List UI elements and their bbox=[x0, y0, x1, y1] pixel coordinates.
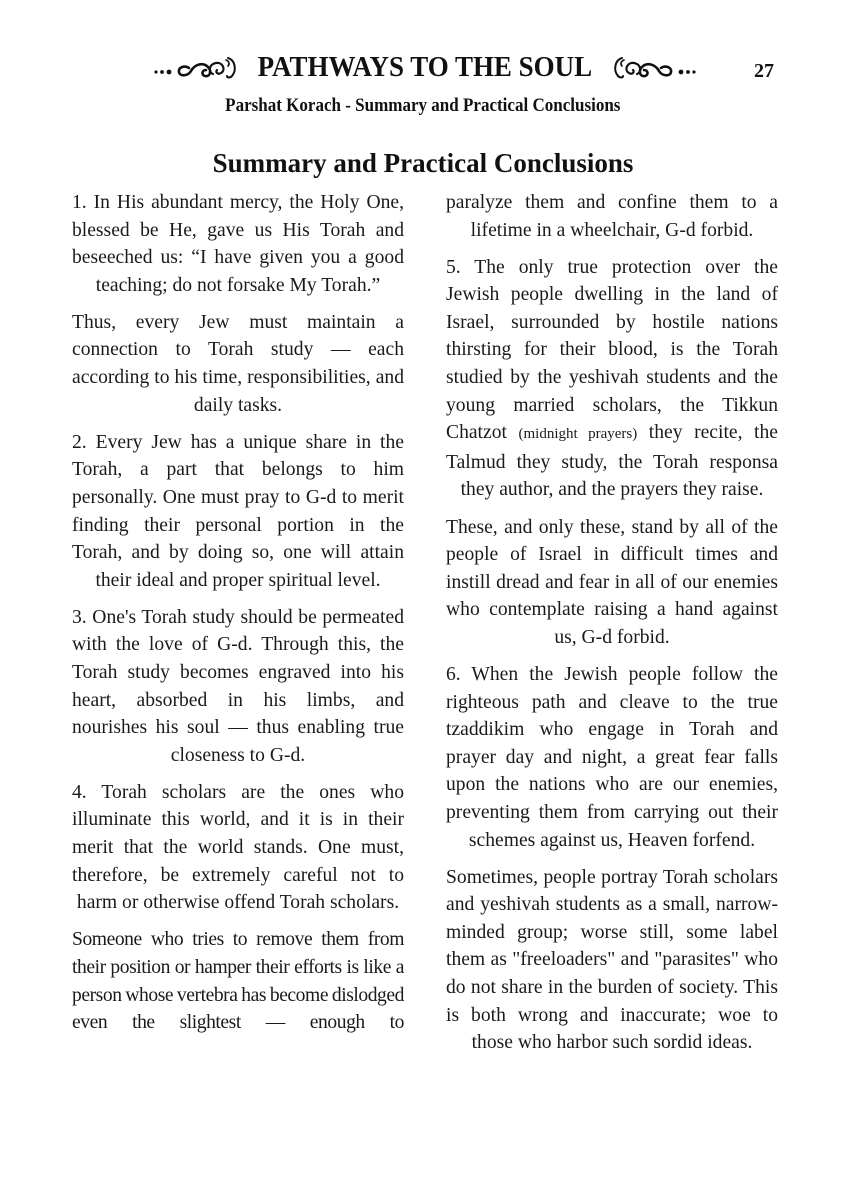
paragraph-point-4-continued: Someone who tries to remove them from their position or hamper their efforts is like a person whose vertebra has become dislodged even the slightest — enough to bbox=[72, 929, 404, 1034]
paragraph-point-5-text-b: they recite, the Talmud they study, the Torah responsa they author, and the prayers they raise. bbox=[446, 422, 778, 501]
chapter-subtitle bbox=[0, 94, 846, 118]
left-column bbox=[72, 189, 404, 1046]
page-number: 27 bbox=[754, 60, 774, 82]
paragraph-point-1-continued: Thus, every Jew must maintain a connection to Torah study — each according to his time, responsibilities, and daily tasks. bbox=[72, 311, 404, 416]
book-title-bar bbox=[130, 50, 720, 84]
paragraph-point-4-continued-end: paralyze them and confine them to a lifetime in a wheelchair, G-d forbid. bbox=[446, 192, 778, 241]
scroll-ornament-right-icon bbox=[609, 50, 697, 84]
paragraph-point-5 bbox=[446, 254, 778, 504]
running-head bbox=[0, 50, 846, 90]
paragraph-point-2: 2. Every Jew has a unique share in the Torah, a part that belongs to him personally. One must pray to G-d to merit finding their personal portion in the Torah, and by doing so, one will attain their ideal and proper spiritual level. bbox=[72, 431, 404, 591]
right-column bbox=[446, 189, 778, 1066]
paragraph-point-6-continued: Sometimes, people portray Torah scholars and yeshivah students as a small, narrow-minded group; worse still, some label them as "freeloaders" and "parasites" who do not share in the burden of society. This is both wrong and inaccurate; woe to those who harbor such sordid ideas. bbox=[446, 866, 778, 1054]
midnight-prayers-note: (midnight prayers) bbox=[518, 426, 638, 443]
paragraph-point-3: 3. One's Torah study should be permeated with the love of G-d. Through this, the Torah study becomes engraved into his heart, absorbed in his limbs, and nourishes his soul — thus enabling true closeness to G-d. bbox=[72, 606, 404, 766]
chapter-subtitle-text: Parshat Korach - Summary and Practical Conclusions bbox=[225, 96, 621, 116]
paragraph-point-6: 6. When the Jewish people follow the righteous path and cleave to the true tzaddikim who engage in Torah and prayer day and night, a great fear falls upon the nations who are our enemies, preventing them from carrying out their schemes against us, Heaven forfend. bbox=[446, 664, 778, 851]
paragraph-point-5-continued: These, and only these, stand by all of the people of Israel in difficult times and instill dread and fear in all of our enemies who contemplate raising a hand against us, G-d forbid. bbox=[446, 516, 778, 648]
page-title: Summary and Practical Conclusions bbox=[212, 148, 634, 178]
book-title: PATHWAYS TO THE SOUL bbox=[257, 51, 593, 83]
scroll-ornament-left-icon bbox=[153, 50, 241, 84]
paragraph-point-4: 4. Torah scholars are the ones who illuminate this world, and it is in their merit that the world stands. One must, therefore, be extremely careful not to harm or otherwise offend Torah scholars. bbox=[72, 781, 404, 914]
paragraph-point-5-text-a: 5. The only true protection over the Jewish people dwelling in the land of Israel, surrounded by hostile nations thirsting for their blood, is the Torah studied by the yeshivah students and the young married scholars, the Tikkun Chatzot bbox=[446, 256, 778, 444]
paragraph-point-1: 1. In His abundant mercy, the Holy One, blessed be He, gave us His Torah and beseeched us: “I have given you a good teaching; do not forsake My Torah.” bbox=[72, 192, 404, 296]
